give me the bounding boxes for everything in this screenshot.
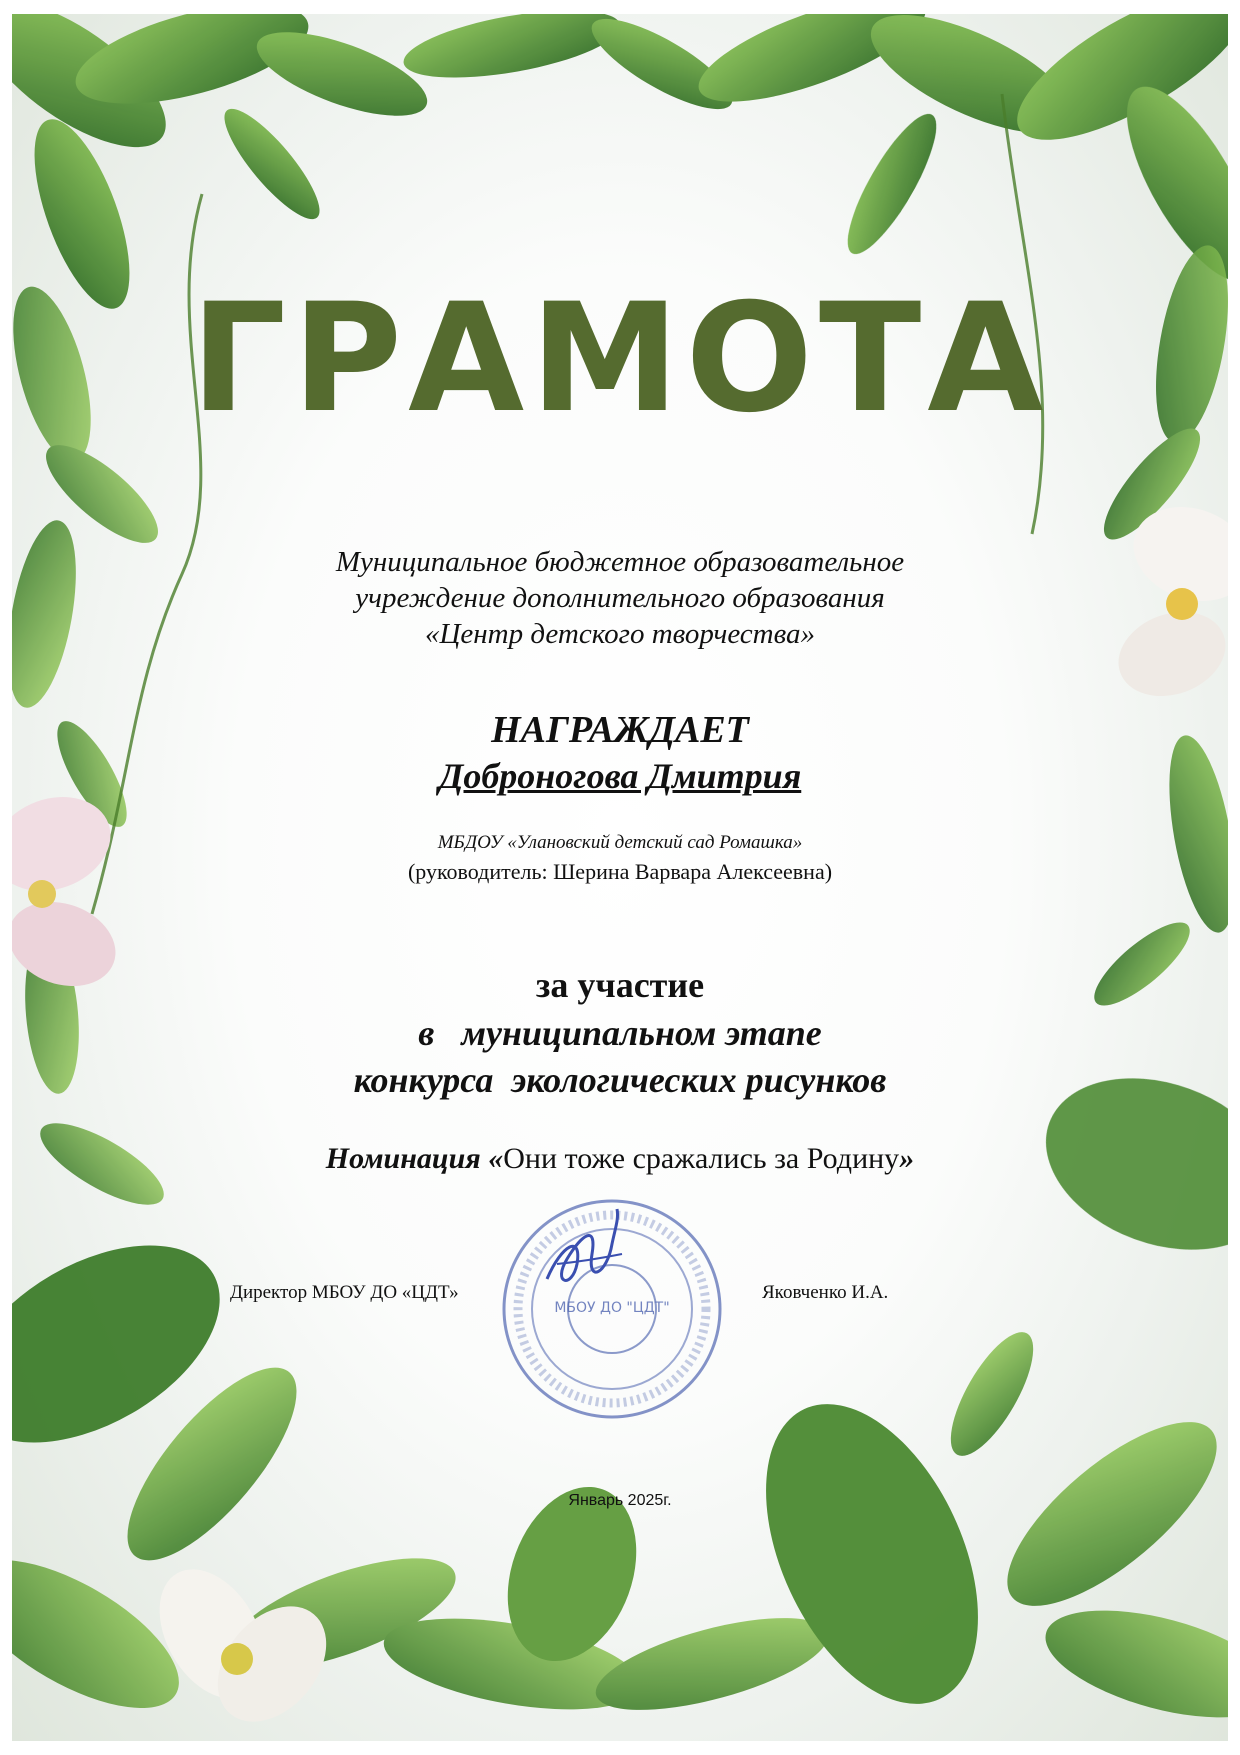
signature-image: [527, 1204, 637, 1314]
participation-line: за участие: [535, 965, 705, 1005]
contest-line-2: конкурса экологических рисунков: [353, 1060, 887, 1100]
certificate-title: ГРАМОТА: [190, 272, 1050, 446]
director-name: Яковченко И.А.: [762, 1282, 889, 1303]
awards-heading: НАГРАЖДАЕТ: [491, 709, 749, 751]
org-line-1: Муниципальное бюджетное образовательное: [335, 546, 905, 578]
stamp-text: МБОУ ДО "ЦДТ": [554, 1300, 670, 1316]
director-title: Директор МБОУ ДО «ЦДТ»: [230, 1282, 459, 1303]
contest-line-1: в муниципальном этапе: [418, 1013, 822, 1053]
flower-bottom: [138, 1551, 348, 1741]
nomination-close: »: [899, 1142, 915, 1175]
issue-date: Январь 2025г.: [568, 1492, 672, 1509]
certificate-page: [12, 14, 1228, 1741]
supervisor: (руководитель: Шерина Варвара Алексеевна): [407, 859, 833, 884]
institution: МБДОУ «Улановский детский сад Ромашка»: [437, 832, 803, 853]
org-line-2: учреждение дополнительного образования: [355, 582, 885, 614]
org-line-3: «Центр детского творчества»: [424, 618, 816, 650]
nomination-value: Они тоже сражались за Родину: [503, 1142, 900, 1175]
nomination: [12, 1142, 1228, 1176]
recipient-name: Доброногова Дмитрия: [438, 756, 802, 796]
nomination-label: Номинация «: [325, 1142, 504, 1175]
